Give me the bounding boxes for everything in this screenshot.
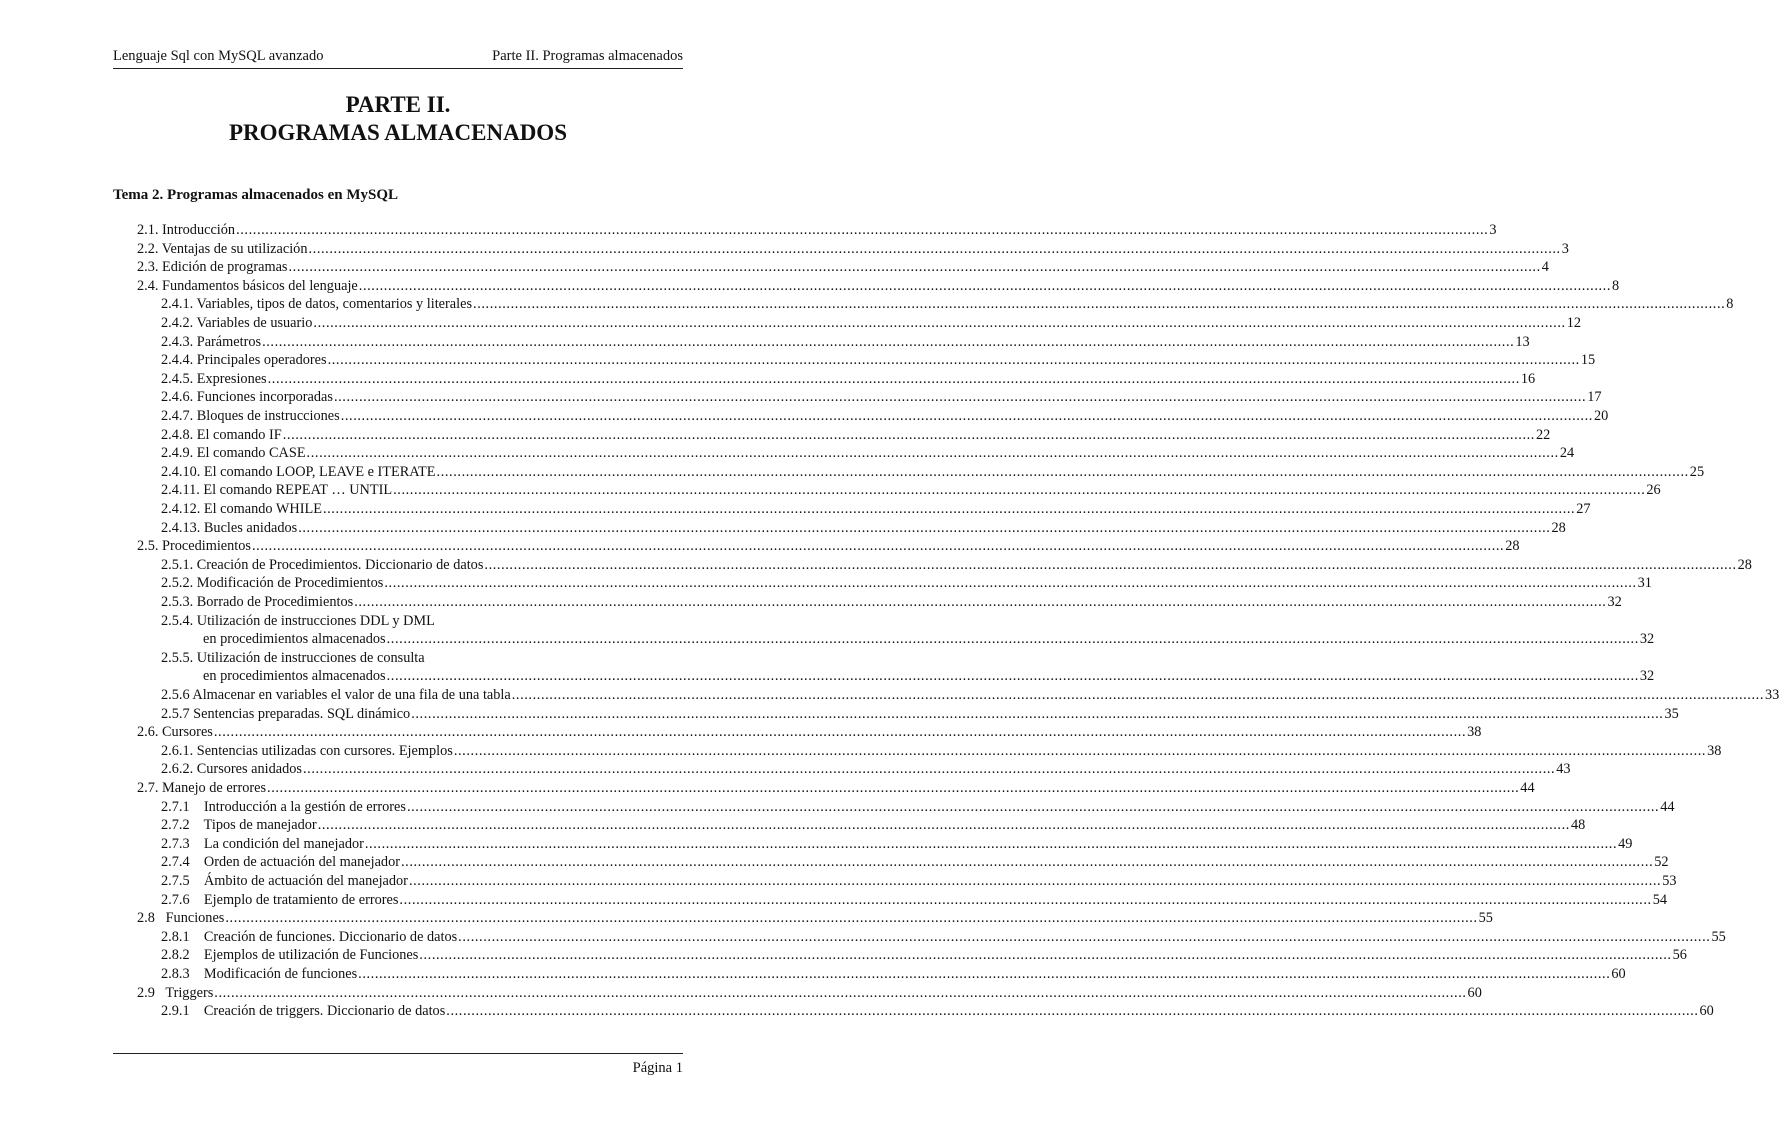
toc-entry-label: 2.4.11. El comando REPEAT … UNTIL: [161, 482, 393, 499]
toc-entry-label: 2.6.2. Cursores anidados: [161, 761, 302, 778]
toc-leader-dots: ............................................................................................................................................................................................................................................................................................................: [386, 668, 1639, 685]
toc-entry-label: 2.4.10. El comando LOOP, LEAVE e ITERATE: [161, 463, 436, 480]
toc-entry-page: 38: [1707, 742, 1722, 759]
toc-entry-label: 2.5.1. Creación de Procedimientos. Diccionario de datos: [161, 556, 484, 573]
toc-entry-label: 2.5.7 Sentencias preparadas. SQL dinámico: [161, 705, 411, 722]
toc-leader-dots: ............................................................................................................................................................................................................................................................................................................: [453, 742, 1707, 759]
toc-entry-label: 2.5.4. Utilización de instrucciones DDL y DML: [161, 612, 435, 629]
toc-entry-label: 2.4. Fundamentos básicos del lenguaje: [137, 277, 358, 294]
toc-entry-page: 32: [1607, 594, 1622, 610]
toc-entry-label: 2.7. Manejo de errores: [137, 780, 267, 796]
toc-leader-dots: ............................................................................................................................................................................................................................................................................................................: [313, 315, 1566, 331]
toc-entry-page: 28: [1551, 519, 1566, 536]
toc-entry: [137, 537, 1520, 556]
toc-leader-dots: ............................................................................................................................................................................................................................................................................................................: [340, 408, 1593, 424]
toc-entry-page: 17: [1587, 389, 1602, 406]
toc-leader-dots: ............................................................................................................................................................................................................................................................................................................: [446, 1003, 1699, 1020]
toc-leader-dots: ............................................................................................................................................................................................................................................................................................................: [333, 389, 1587, 406]
toc-leader-dots: ............................................................................................................................................................................................................................................................................................................: [358, 966, 1611, 982]
toc-entry-label: 2.4.7. Bloques de instrucciones: [161, 408, 340, 424]
toc-entry-label: 2.4.3. Parámetros: [161, 333, 262, 350]
toc-entry-label: 2.3. Edición de programas: [137, 259, 288, 276]
toc-entry-label: 2.6. Cursores: [137, 724, 213, 741]
toc-entry-page: 15: [1580, 352, 1596, 369]
toc-entry: [137, 277, 1620, 296]
toc-entry-page: 12: [1566, 315, 1581, 331]
toc-entry-label: en procedimientos almacenados: [203, 668, 386, 685]
toc-leader-dots: ............................................................................................................................................................................................................................................................................................................: [214, 984, 1467, 1001]
toc-leader-dots: ............................................................................................................................................................................................................................................................................................................: [302, 761, 1556, 778]
toc-entry: [161, 649, 654, 668]
toc-entry: [161, 760, 1571, 779]
toc-leader-dots: ............................................................................................................................................................................................................................................................................................................: [322, 501, 1576, 517]
toc-entry-page: 52: [1654, 854, 1669, 871]
toc-entry: [137, 909, 1493, 928]
toc-entry-page: 28: [1505, 538, 1520, 555]
toc-entry-label: 2.7.1 Introducción a la gestión de errores: [161, 798, 406, 815]
toc-leader-dots: ............................................................................................................................................................................................................................................................................................................: [473, 296, 1726, 313]
toc-entry-page: 27: [1576, 501, 1591, 517]
toc-entry-label: en procedimientos almacenados: [203, 631, 386, 648]
toc-entry: [137, 221, 1497, 240]
toc-entry-label: 2.7.3 La condición del manejador: [161, 835, 364, 852]
toc-entry-page: 53: [1662, 873, 1677, 889]
part-title-line1: PARTE II.: [345, 92, 451, 117]
toc-entry-label: 2.8.1 Creación de funciones. Diccionario de datos: [161, 928, 458, 945]
toc-entry: [161, 519, 1566, 538]
toc-entry: [161, 742, 1722, 761]
toc-leader-dots: ............................................................................................................................................................................................................................................................................................................: [288, 259, 1541, 276]
toc-entry-page: 49: [1618, 835, 1633, 852]
toc-entry-label: 2.5. Procedimientos: [137, 538, 251, 555]
toc-entry-page: 38: [1467, 724, 1482, 741]
toc-entry: [203, 630, 1655, 649]
toc-entry: [203, 667, 1655, 686]
toc-entry-label: 2.7.4 Orden de actuación del manejador: [161, 854, 400, 871]
part-title-line2: PROGRAMAS ALMACENADOS: [229, 120, 567, 145]
toc-leader-dots: ............................................................................................................................................................................................................................................................................................................: [267, 370, 1520, 387]
toc-entry: [161, 891, 1667, 910]
toc-entry-label: 2.6.1. Sentencias utilizadas con cursores. Ejemplos: [161, 742, 453, 759]
toc-entry-label: 2.4.2. Variables de usuario: [161, 315, 313, 331]
toc-leader-dots: ............................................................................................................................................................................................................................................................................................................: [511, 687, 1764, 703]
header-book-title: Lenguaje Sql con MySQL avanzado: [113, 48, 324, 64]
toc-entry: [161, 370, 1536, 389]
toc-entry-label: 2.4.8. El comando IF: [161, 426, 282, 443]
toc-entry: [161, 481, 1661, 500]
toc-entry-label: 2.4.6. Funciones incorporadas: [161, 389, 333, 406]
toc-entry-label: 2.5.2. Modificación de Procedimientos: [161, 575, 384, 592]
toc-entry: [161, 388, 1602, 407]
toc-entry-page: 3: [1489, 222, 1497, 238]
toc-entry-page: 32: [1639, 668, 1655, 685]
page-number: Página 1: [632, 1060, 683, 1076]
toc-entry: [161, 444, 1575, 463]
toc-entry-page: 43: [1556, 761, 1571, 778]
chapter-heading: Tema 2. Programas almacenados en MySQL: [113, 187, 398, 203]
header-part-title: Parte II. Programas almacenados: [492, 48, 683, 64]
toc-leader-dots: ............................................................................................................................................................................................................................................................................................................: [386, 631, 1639, 648]
toc-entry-page: 54: [1652, 891, 1667, 908]
toc-entry: [137, 984, 1482, 1003]
toc-entry: [161, 574, 1652, 593]
toc-leader-dots: ............................................................................................................................................................................................................................................................................................................: [411, 705, 1664, 722]
toc-leader-dots: ............................................................................................................................................................................................................................................................................................................: [298, 519, 1551, 536]
toc-leader-dots: ............................................................................................................................................................................................................................................................................................................: [282, 426, 1535, 443]
toc-entry: [161, 407, 1609, 426]
toc-leader-dots: ............................................................................................................................................................................................................................................................................................................: [384, 575, 1637, 592]
toc-entry: [161, 816, 1586, 835]
footer-divider: [113, 1053, 683, 1054]
toc-entry: [161, 500, 1591, 519]
toc-entry-page: 28: [1737, 556, 1752, 573]
toc-leader-dots: ............................................................................................................................................................................................................................................................................................................: [327, 352, 1580, 369]
toc-leader-dots: ............................................................................................................................................................................................................................................................................................................: [400, 854, 1654, 871]
toc-leader-dots: ............................................................................................................................................................................................................................................................................................................: [364, 835, 1618, 852]
toc-entry-label: 2.5.3. Borrado de Procedimientos: [161, 594, 354, 610]
toc-entry-page: 25: [1689, 463, 1705, 480]
toc-entry-label: 2.5.6 Almacenar en variables el valor de una fila de una tabla: [161, 687, 511, 703]
toc-entry-page: 60: [1699, 1003, 1714, 1020]
toc-entry-label: 2.7.2 Tipos de manejador: [161, 817, 317, 834]
toc-entry-page: 60: [1467, 984, 1482, 1001]
toc-entry-page: 31: [1637, 575, 1652, 592]
toc-leader-dots: ............................................................................................................................................................................................................................................................................................................: [267, 780, 1520, 796]
toc-entry-page: 3: [1561, 240, 1569, 257]
toc-leader-dots: ............................................................................................................................................................................................................................................................................................................: [419, 947, 1672, 964]
toc-entry: [161, 798, 1675, 817]
toc-entry: [161, 333, 1530, 352]
toc-entry: [137, 779, 1535, 798]
toc-entry-page: 20: [1593, 408, 1609, 424]
toc-entry-label: 2.9 Triggers: [137, 984, 214, 1001]
toc-entry-page: 35: [1664, 705, 1679, 722]
toc-entry-page: 56: [1672, 947, 1687, 964]
page-header: [113, 46, 683, 69]
toc-entry: [161, 612, 654, 631]
toc-leader-dots: ............................................................................................................................................................................................................................................................................................................: [399, 891, 1652, 908]
toc-entry: [161, 556, 1752, 575]
toc-entry-page: 55: [1478, 910, 1493, 927]
toc-leader-dots: ............................................................................................................................................................................................................................................................................................................: [436, 463, 1689, 480]
toc-entry: [161, 946, 1687, 965]
toc-entry: [161, 872, 1677, 891]
part-title: [113, 91, 683, 147]
toc-entry: [161, 426, 1551, 445]
toc-entry-page: 44: [1520, 780, 1535, 796]
toc-entry-label: 2.4.13. Bucles anidados: [161, 519, 298, 536]
toc-entry-label: 2.4.12. El comando WHILE: [161, 501, 322, 517]
toc-leader-dots: ............................................................................................................................................................................................................................................................................................................: [225, 910, 1478, 927]
toc-entry: [161, 965, 1626, 984]
toc-leader-dots: ............................................................................................................................................................................................................................................................................................................: [458, 928, 1711, 945]
toc-entry-label: 2.1. Introducción: [137, 222, 236, 238]
toc-entry: [161, 705, 1679, 724]
toc-entry: [161, 686, 1779, 705]
toc-entry-page: 55: [1711, 928, 1726, 945]
toc-entry-page: 24: [1559, 445, 1575, 462]
toc-entry: [137, 240, 1569, 259]
toc-entry: [161, 593, 1622, 612]
toc-entry: [161, 351, 1596, 370]
toc-entry-label: 2.4.1. Variables, tipos de datos, comentarios y literales: [161, 296, 473, 313]
toc-entry-label: 2.7.5 Ámbito de actuación del manejador: [161, 873, 408, 889]
toc-entry-page: 48: [1570, 817, 1586, 834]
toc-entry-page: 26: [1646, 482, 1661, 499]
toc-entry-page: 32: [1639, 631, 1655, 648]
toc-leader-dots: ............................................................................................................................................................................................................................................................................................................: [484, 556, 1737, 573]
toc-entry: [161, 295, 1734, 314]
toc-leader-dots: ............................................................................................................................................................................................................................................................................................................: [354, 594, 1607, 610]
toc-entry-page: 22: [1535, 426, 1551, 443]
toc-entry: [161, 1002, 1714, 1021]
toc-leader-dots: ............................................................................................................................................................................................................................................................................................................: [251, 538, 1505, 555]
toc-entry: [137, 723, 1482, 742]
toc-entry-label: 2.4.4. Principales operadores: [161, 352, 327, 369]
toc-leader-dots: ............................................................................................................................................................................................................................................................................................................: [213, 724, 1467, 741]
toc-entry: [161, 463, 1705, 482]
toc-leader-dots: ............................................................................................................................................................................................................................................................................................................: [406, 798, 1660, 815]
toc-entry: [161, 928, 1726, 947]
toc-entry-page: 16: [1520, 370, 1536, 387]
toc-entry-label: 2.4.9. El comando CASE: [161, 445, 306, 462]
toc-leader-dots: ............................................................................................................................................................................................................................................................................................................: [262, 333, 1515, 350]
toc-entry: [161, 853, 1669, 872]
toc-entry-page: 33: [1765, 687, 1779, 703]
toc-entry-label: 2.8.2 Ejemplos de utilización de Funciones: [161, 947, 419, 964]
toc-entry-label: 2.8.3 Modificación de funciones: [161, 966, 358, 982]
toc-leader-dots: ............................................................................................................................................................................................................................................................................................................: [408, 873, 1662, 889]
toc-entry: [161, 835, 1633, 854]
toc-entry-label: 2.7.6 Ejemplo de tratamiento de errores: [161, 891, 399, 908]
toc-leader-dots: ............................................................................................................................................................................................................................................................................................................: [317, 817, 1570, 834]
toc-entry-label: 2.4.5. Expresiones: [161, 370, 267, 387]
toc-leader-dots: ............................................................................................................................................................................................................................................................................................................: [306, 445, 1559, 462]
toc-leader-dots: ............................................................................................................................................................................................................................................................................................................: [358, 277, 1612, 294]
toc-entry-page: 8: [1612, 277, 1620, 294]
toc-entry-page: 44: [1660, 798, 1675, 815]
toc-entry-label: 2.9.1 Creación de triggers. Diccionario de datos: [161, 1003, 446, 1020]
toc-entry: [161, 314, 1581, 333]
toc-leader-dots: ............................................................................................................................................................................................................................................................................................................: [308, 240, 1561, 257]
toc-entry-label: 2.5.5. Utilización de instrucciones de consulta: [161, 649, 425, 666]
toc-entry-page: 8: [1726, 296, 1734, 313]
toc-entry: [137, 258, 1549, 277]
toc-entry-page: 4: [1541, 259, 1549, 276]
toc-entry-page: 13: [1515, 333, 1530, 350]
toc-entry-label: 2.2. Ventajas de su utilización: [137, 240, 308, 257]
toc-entry-label: 2.8 Funciones: [137, 910, 225, 927]
toc-leader-dots: ............................................................................................................................................................................................................................................................................................................: [393, 482, 1646, 499]
toc-leader-dots: ............................................................................................................................................................................................................................................................................................................: [236, 222, 1489, 238]
toc-entry-page: 60: [1611, 966, 1626, 982]
